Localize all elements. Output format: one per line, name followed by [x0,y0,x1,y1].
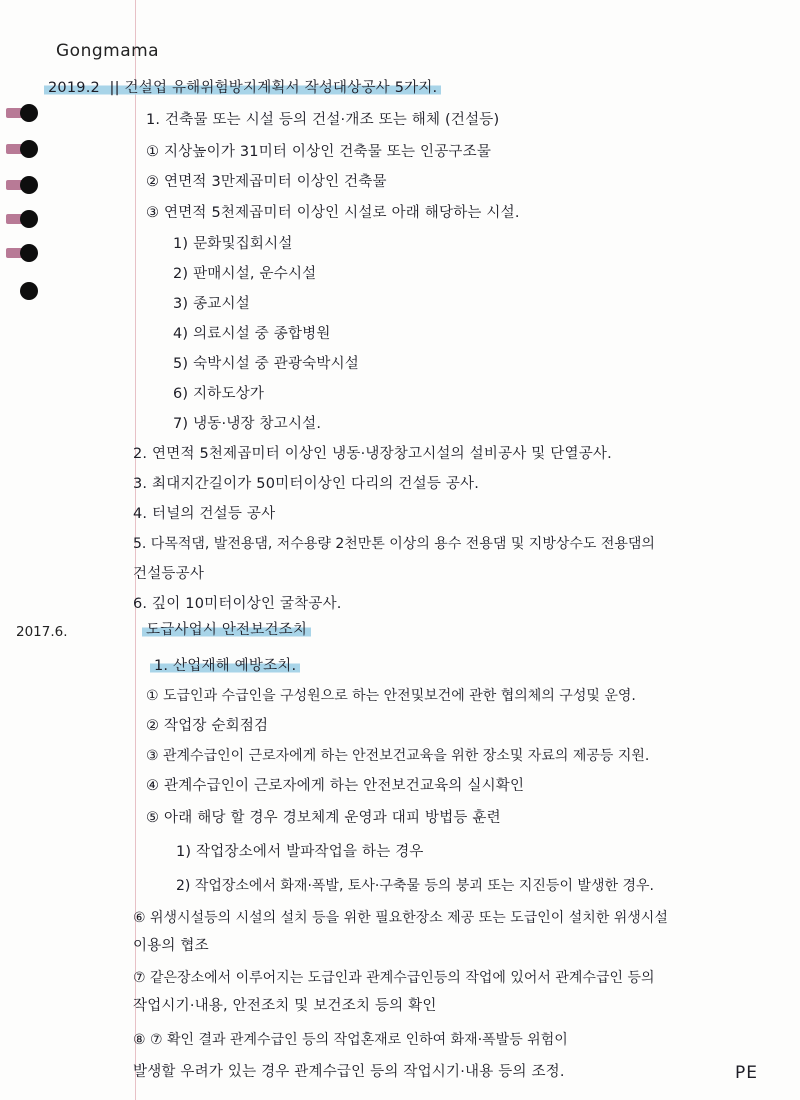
section1-line: 6. 깊이 10미터이상인 굴착공사. [133,596,342,612]
section1-line: 5. 다목적댐, 발전용댐, 저수용량 2천만톤 이상의 용수 전용댐 및 지방상수도 전용댐의 [133,536,655,552]
brand-name: Gongmama [56,41,160,61]
section2-line: ① 도급인과 수급인을 구성원으로 하는 안전및보건에 관한 협의체의 구성및 운영. [146,688,636,704]
section2-line: ④ 관계수급인이 근로자에게 하는 안전보건교육의 실시확인 [146,778,525,794]
section1-subitem: 3) 종교시설 [173,296,250,312]
section2-line: ⑦ 같은장소에서 이루어지는 도급인과 관계수급인등의 작업에 있어서 관계수급인 등의 [133,970,655,986]
section2-line: ⑥ 위생시설등의 시설의 설치 등을 위한 필요한장소 제공 또는 도급인이 설치한 위생시설 [133,910,668,926]
section1-line: ① 지상높이가 31미터 이상인 건축물 또는 인공구조물 [146,144,492,160]
section2-line: ② 작업장 순회점검 [146,718,269,734]
section2-heading-text: 1. 산업재해 예방조치. [150,658,300,674]
section1-subitem: 2) 판매시설, 운수시설 [173,266,317,282]
section2-subitem: 2) 작업장소에서 화재·폭발, 토사·구축물 등의 붕괴 또는 지진등이 발생한 경우. [176,878,654,894]
section2-subitem: 1) 작업장소에서 발파작업을 하는 경우 [176,844,424,860]
section2-line: ⑧ ⑦ 확인 결과 관계수급인 등의 작업혼재로 인하여 화재·폭발등 위험이 [133,1032,568,1048]
section2-line: 이용의 협조 [133,938,209,954]
section2-title-text: 도급사업시 안전보건조치 [142,622,311,638]
section2-date: 2017.6. [16,624,68,640]
section1-subitem: 7) 냉동·냉장 창고시설. [173,416,322,432]
section1-line: 1. 건축물 또는 시설 등의 건설·개조 또는 해체 (건설등) [146,112,500,128]
section1-subitem: 4) 의료시설 중 종합병원 [173,326,331,342]
section1-title: 건설업 유해위험방지계획서 작성대상공사 5가지. [124,80,438,96]
section1-line: 3. 최대지간길이가 50미터이상인 다리의 건설등 공사. [133,476,480,492]
binder-ring [6,284,40,298]
binder-ring [6,246,40,260]
section1-line: 4. 터널의 건설등 공사 [133,506,276,522]
binder-ring [6,212,40,226]
signature: PE [735,1063,758,1083]
section1-line: 2. 연면적 5천제곱미터 이상인 냉동·냉장창고시설의 설비공사 및 단열공사. [133,446,612,462]
section1-line: ③ 연면적 5천제곱미터 이상인 시설로 아래 해당하는 시설. [146,205,520,221]
section2-line: 작업시기·내용, 안전조치 및 보건조치 등의 확인 [133,998,437,1014]
section2-heading [150,656,300,676]
section1-line: 건설등공사 [133,566,205,582]
section1-line: ② 연면적 3만제곱미터 이상인 건축물 [146,174,387,190]
section1-date: 2019.2 [48,80,100,96]
section1-subitem: 5) 숙박시설 중 관광숙박시설 [173,356,359,372]
section2-line: 발생할 우려가 있는 경우 관계수급인 등의 작업시기·내용 등의 조정. [133,1064,565,1080]
section1-subitem: 1) 문화및집회시설 [173,236,293,252]
section1-subitem: 6) 지하도상가 [173,386,265,402]
binder-ring [6,178,40,192]
section1-header: 2019.2 || 건설업 유해위험방지계획서 작성대상공사 5가지. [44,78,441,98]
section2-line: ③ 관계수급인이 근로자에게 하는 안전보건교육을 위한 장소및 자료의 제공등 지원. [146,748,650,764]
section2-title [142,620,311,640]
binder-ring [6,106,40,120]
section2-line: ⑤ 아래 해당 할 경우 경보체계 운영과 대피 방법등 훈련 [146,810,501,826]
binder-ring [6,142,40,156]
